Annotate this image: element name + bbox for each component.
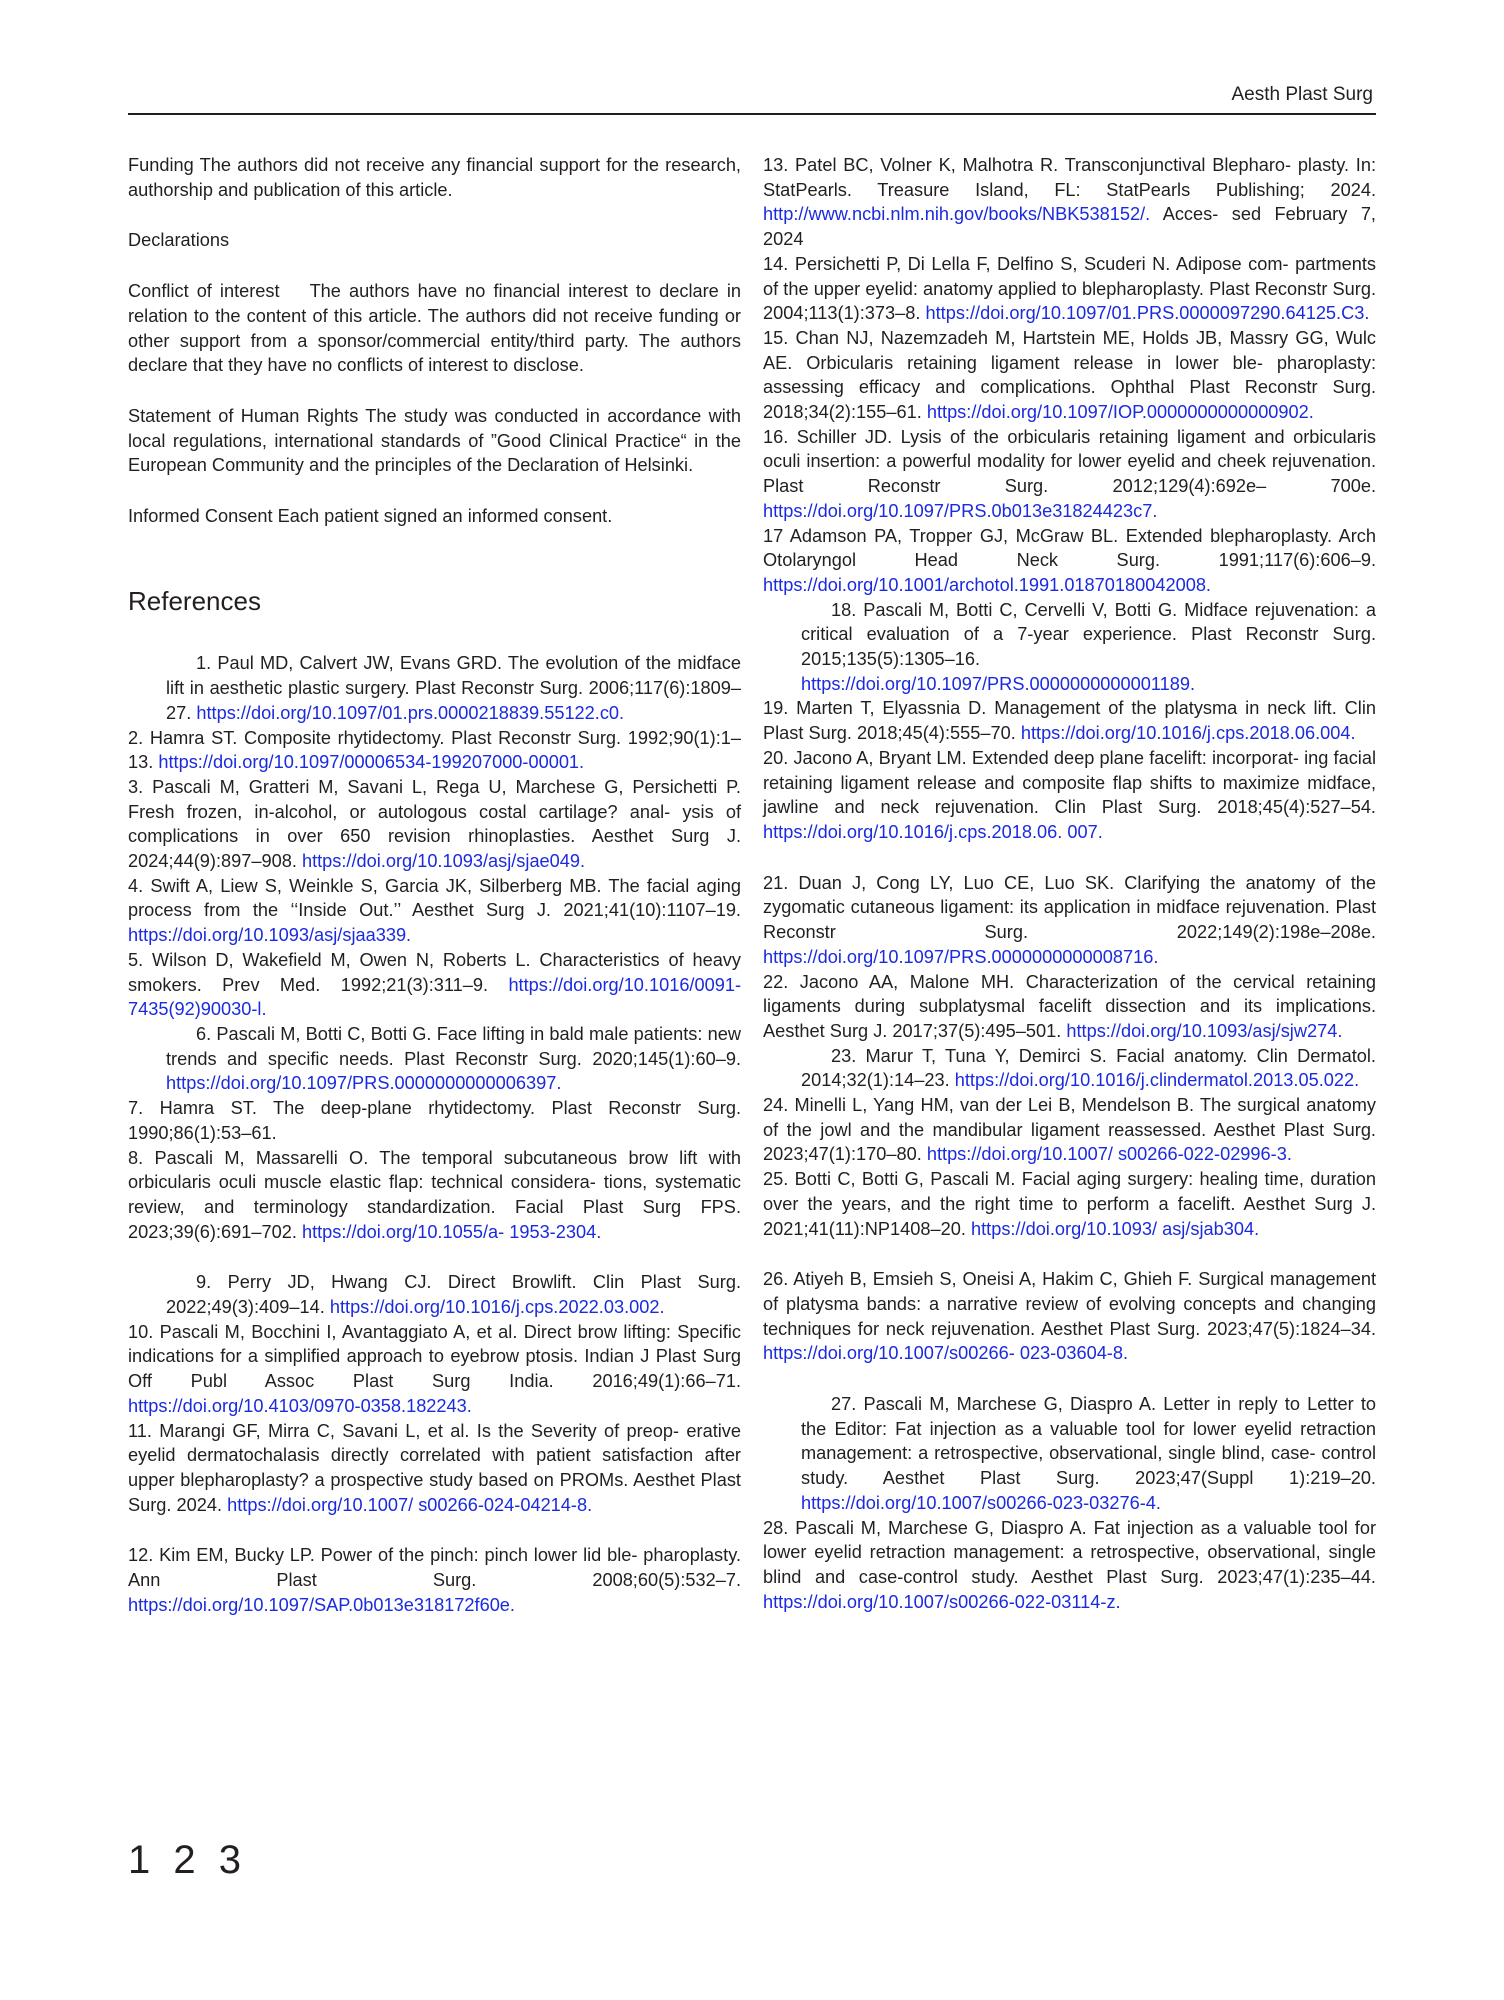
- reference-item: [128, 1096, 741, 1145]
- human-rights-statement: Statement of Human Rights The study was conducted in accordance with local regulations, international standards of ”Good Clinical Practice“ in the European Community and the principles of the Declaration of Helsinki.: [128, 405, 741, 476]
- reference-text: 2. Hamra ST. Composite rhytidectomy. Plast Reconstr Surg. 1992;90(1):1–13.: [128, 727, 741, 773]
- reference-text: 5. Wilson D, Wakefield M, Owen N, Roberts L. Characteristics of heavy smokers. Prev Med. 1992;21(3):311–9.: [128, 949, 741, 995]
- reference-item: [128, 726, 741, 775]
- reference-doi-link[interactable]: https://doi.org/10.1007/s00266-023-03276-4.: [801, 1492, 1161, 1513]
- reference-item: [763, 746, 1376, 845]
- reference-text: 8. Pascali M, Massarelli O. The temporal subcutaneous brow lift with orbicularis oculi muscle elastic flap: technical considera- tions, systematic review, and terminology standardization. Facial Plast Surg FPS. 2023;39(6):691–702.: [128, 1147, 741, 1242]
- reference-item: [763, 1392, 1376, 1516]
- reference-doi-link[interactable]: https://doi.org/10.1093/asj/sjae049.: [301, 851, 586, 872]
- reference-item: [763, 696, 1376, 745]
- reference-item: [763, 1044, 1376, 1093]
- right-column: [763, 153, 1376, 1614]
- reference-doi-link[interactable]: https://doi.org/10.1055/a- 1953-2304.: [301, 1221, 602, 1242]
- reference-text: 15. Chan NJ, Nazemzadeh M, Hartstein ME, Holds JB, Massry GG, Wulc AE. Orbicularis retaining ligament release in lower ble- pharoplasty: assessing efficacy and complications. Ophthal Plast Reconstr Surg. 2018;34(2):155–61.: [763, 327, 1376, 423]
- reference-doi-link[interactable]: https://doi.org/10.1007/s00266- 023-03604-8.: [763, 1343, 1129, 1364]
- reference-item: [128, 874, 741, 948]
- reference-item: [763, 1516, 1376, 1615]
- reference-list-left: [128, 651, 741, 1617]
- reference-text: 12. Kim EM, Bucky LP. Power of the pinch: pinch lower lid ble- pharoplasty. Ann Plast Surg. 2008;60(5):532–7.: [128, 1545, 741, 1591]
- reference-item: [128, 1543, 741, 1617]
- reference-doi-link[interactable]: https://doi.org/10.1007/s00266-022-03114-z.: [763, 1591, 1121, 1612]
- reference-text: 9. Perry JD, Hwang CJ. Direct Browlift. Clin Plast Surg. 2022;49(3):409–14.: [166, 1272, 741, 1318]
- reference-text: 11. Marangi GF, Mirra C, Savani L, et al. Is the Severity of preop- erative eyelid dermatochalasis directly correlated with patient satisfaction after upper blepharoplasty? a prospective study based on PROMs. Aesthet Plast Surg. 2024.: [128, 1420, 741, 1515]
- reference-item: [763, 1093, 1376, 1167]
- reference-text: 17 Adamson PA, Tropper GJ, McGraw BL. Extended blepharoplasty. Arch Otolaryngol Head Neck Surg. 1991;117(6):606–9.: [763, 525, 1376, 571]
- reference-text: 25. Botti C, Botti G, Pascali M. Facial aging surgery: healing time, duration over the years, and the right time to perform a facelift. Aesthet Surg J. 2021;41(11):NP1408–20.: [763, 1169, 1376, 1239]
- declarations-heading: Declarations: [128, 230, 230, 251]
- reference-doi-link[interactable]: https://doi.org/10.1007/ s00266-024-04214-8.: [227, 1494, 593, 1515]
- reference-text: 13. Patel BC, Volner K, Malhotra R. Transconjunctival Blepharo- plasty. In: StatPearls. Treasure Island, FL: StatPearls Publishing; 2024.: [763, 155, 1376, 200]
- reference-item: [128, 1320, 741, 1419]
- reference-item: [763, 1267, 1376, 1366]
- reference-doi-link[interactable]: https://doi.org/10.1016/0091-7435(92)90030-l.: [128, 974, 742, 1020]
- reference-text: 22. Jacono AA, Malone MH. Characterization of the cervical retaining ligaments during subplatysmal facelift dissection and its implications. Aesthet Surg J. 2017;37(5):495–501.: [763, 971, 1376, 1041]
- conflict-of-interest: [128, 279, 741, 378]
- reference-text: 26. Atiyeh B, Emsieh S, Oneisi A, Hakim C, Ghieh F. Surgical management of platysma bands: a narrative review of evolving concepts and changing techniques for neck rejuvenation. Aesthet Plast Surg. 2023;47(5):1824–34.: [763, 1269, 1376, 1339]
- header-rule: [128, 113, 1376, 115]
- reference-doi-link[interactable]: https://doi.org/10.1016/j.cps.2018.06.004.: [1020, 723, 1356, 744]
- reference-item: [128, 775, 741, 874]
- reference-item: [763, 871, 1376, 970]
- reference-doi-link[interactable]: https://doi.org/10.1097/01.prs.0000218839.55122.c0.: [196, 702, 625, 723]
- reference-text: 6. Pascali M, Botti C, Botti G. Face lifting in bald male patients: new trends and specific needs. Plast Reconstr Surg. 2020;145(1):60–9.: [166, 1023, 741, 1069]
- reference-doi-link[interactable]: http://www.ncbi.nlm.nih.gov/books/NBK538152/.: [763, 204, 1151, 225]
- reference-doi-link[interactable]: https://doi.org/10.1016/j.cps.2018.06. 007.: [763, 821, 1103, 842]
- journal-title: Aesth Plast Surg: [1231, 84, 1373, 105]
- reference-list-right: [763, 153, 1376, 1614]
- reference-text: 27. Pascali M, Marchese G, Diaspro A. Letter in reply to Letter to the Editor: Fat injection as a valuable tool for lower eyelid retraction management: a retrospective, observational, single blind, case- control study. Aesthet Plast Surg. 2023;47(Suppl 1):219–20.: [801, 1394, 1376, 1489]
- reference-doi-link[interactable]: https://doi.org/10.1016/j.clindermatol.2013.05.022.: [954, 1070, 1360, 1091]
- reference-doi-link[interactable]: https://doi.org/10.1016/j.cps.2022.03.002.: [329, 1297, 665, 1318]
- reference-item: [128, 1419, 741, 1518]
- reference-doi-link[interactable]: https://doi.org/10.1001/archotol.1991.01870180042008.: [763, 574, 1211, 595]
- reference-item: [763, 153, 1376, 252]
- reference-item: [763, 970, 1376, 1044]
- reference-doi-link[interactable]: https://doi.org/10.1007/ s00266-022-02996-3.: [926, 1144, 1292, 1165]
- reference-doi-link[interactable]: https://doi.org/10.1097/IOP.0000000000000902.: [926, 402, 1314, 423]
- informed-consent: Informed Consent Each patient signed an informed consent.: [128, 506, 613, 527]
- funding-statement: Funding The authors did not receive any financial support for the research, authorship and publication of this article.: [128, 155, 741, 200]
- reference-access-note: Acces- sed February 7, 2024: [763, 204, 1376, 250]
- reference-text: 16. Schiller JD. Lysis of the orbicularis retaining ligament and orbicularis oculi insertion: a powerful modality for lower eyelid and cheek rejuvenation. Plast Reconstr Surg. 2012;129(4):692e– 700e.: [763, 426, 1376, 497]
- coi-text: The authors have no financial interest to declare in relation to the content of this article. The authors did not receive funding or other support from a sponsor/commercial entity/third party. The authors declare that they have no conflicts of interest to disclose.: [128, 281, 741, 376]
- reference-text: 14. Persichetti P, Di Lella F, Delfino S, Scuderi N. Adipose com- partments of the upper eyelid: anatomy applied to blepharoplasty. Plast Reconstr Surg. 2004;113(1):373–8.: [763, 253, 1376, 324]
- reference-item: [763, 326, 1376, 425]
- coi-label: Conflict of interest: [128, 281, 280, 302]
- reference-item: [128, 1146, 741, 1245]
- reference-doi-link[interactable]: https://doi.org/10.1093/ asj/sjab304.: [970, 1218, 1260, 1239]
- reference-text: 21. Duan J, Cong LY, Luo CE, Luo SK. Clarifying the anatomy of the zygomatic cutaneous ligament: its application in midface rejuvenation. Plast Reconstr Surg. 2022;149(2):198e–208e.: [763, 872, 1376, 943]
- reference-doi-link[interactable]: https://doi.org/10.1093/asj/sjw274.: [1066, 1020, 1343, 1041]
- reference-doi-link[interactable]: https://doi.org/10.1097/PRS.0000000000001189.: [801, 673, 1196, 694]
- reference-text: 19. Marten T, Elyassnia D. Management of the platysma in neck lift. Clin Plast Surg. 2018;45(4):555–70.: [763, 698, 1376, 744]
- reference-item: [763, 252, 1376, 326]
- reference-doi-link[interactable]: https://doi.org/10.1097/00006534-199207000-00001.: [158, 752, 585, 773]
- reference-text: 28. Pascali M, Marchese G, Diaspro A. Fat injection as a valuable tool for lower eyelid retraction management: a retrospective, observational, single blind and case-control study. Aesthet Plast Surg. 2023;47(1):235–44.: [763, 1517, 1376, 1587]
- reference-text: 1. Paul MD, Calvert JW, Evans GRD. The evolution of the midface lift in aesthetic plastic surgery. Plast Reconstr Surg. 2006;117(6):1809–27.: [166, 653, 741, 723]
- reference-item: [763, 1167, 1376, 1241]
- reference-doi-link[interactable]: https://doi.org/10.4103/0970-0358.182243.: [128, 1395, 472, 1416]
- reference-doi-link[interactable]: https://doi.org/10.1097/PRS.0000000000008716.: [763, 946, 1159, 967]
- reference-text: 7. Hamra ST. The deep-plane rhytidectomy. Plast Reconstr Surg. 1990;86(1):53–61.: [128, 1098, 741, 1143]
- reference-text: 24. Minelli L, Yang HM, van der Lei B, Mendelson B. The surgical anatomy of the jowl and the mandibular ligament reassessed. Aesthet Plast Surg. 2023;47(1):170–80.: [763, 1095, 1376, 1165]
- references-heading: References: [128, 585, 261, 616]
- reference-doi-link[interactable]: https://doi.org/10.1093/asj/sjaa339.: [128, 925, 412, 946]
- reference-item: [128, 651, 741, 725]
- reference-item: [128, 1022, 741, 1096]
- reference-item: [763, 524, 1376, 598]
- reference-item: [763, 425, 1376, 524]
- reference-doi-link[interactable]: https://doi.org/10.1097/SAP.0b013e318172f60e.: [128, 1594, 515, 1615]
- reference-text: 20. Jacono A, Bryant LM. Extended deep plane facelift: incorporat- ing facial retaining ligament release and composite flap shifts to maximize midface, jawline and neck rejuvenation. Clin Plast Surg. 2018;45(4):527–54.: [763, 747, 1376, 818]
- left-column: [128, 153, 741, 1617]
- reference-text: 18. Pascali M, Botti C, Cervelli V, Botti G. Midface rejuvenation: a critical evaluation of a 7-year experience. Plast Reconstr Surg. 2015;135(5):1305–16.: [801, 599, 1376, 670]
- reference-doi-link[interactable]: https://doi.org/10.1097/PRS.0000000000006397.: [166, 1073, 562, 1094]
- reference-item: [128, 948, 741, 1022]
- page-number: 1 2 3: [128, 1838, 247, 1882]
- reference-text: 4. Swift A, Liew S, Weinkle S, Garcia JK, Silberberg MB. The facial aging process from the ‘‘Inside Out.’’ Aesthet Surg J. 2021;41(10):1107–19.: [128, 875, 741, 921]
- reference-doi-link[interactable]: https://doi.org/10.1097/PRS.0b013e31824423c7.: [763, 500, 1158, 521]
- reference-text: 10. Pascali M, Bocchini I, Avantaggiato A, et al. Direct brow lifting: Specific indications for a simplified approach to eyebrow ptosis. Indian J Plast Surg Off Publ Assoc Plast Surg India. 2016;49(1):66–71.: [128, 1321, 741, 1392]
- reference-item: [763, 598, 1376, 697]
- reference-doi-link[interactable]: https://doi.org/10.1097/01.PRS.0000097290.64125.C3.: [925, 303, 1370, 324]
- reference-item: [128, 1270, 741, 1319]
- reference-text: 3. Pascali M, Gratteri M, Savani L, Rega U, Marchese G, Persichetti P. Fresh frozen, in-alcohol, or autologous costal cartilage? anal- ysis of complications in over 650 revision rhinoplasties. Aesthet Surg J. 2024;44(9):897–908.: [128, 776, 741, 872]
- reference-text: 23. Marur T, Tuna Y, Demirci S. Facial anatomy. Clin Dermatol. 2014;32(1):14–23.: [801, 1045, 1376, 1091]
